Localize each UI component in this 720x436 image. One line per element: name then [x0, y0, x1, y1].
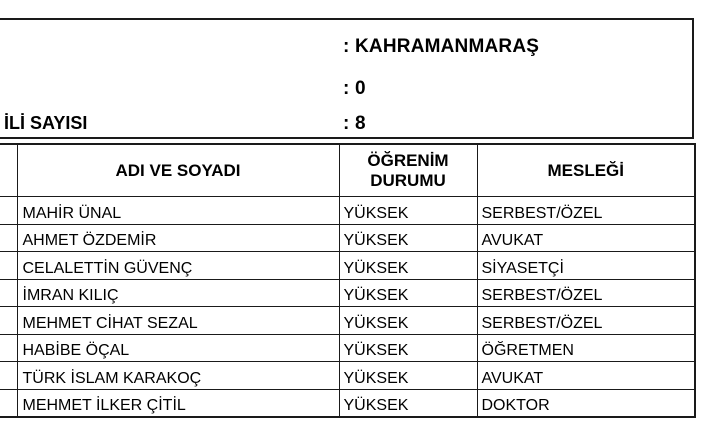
- row-name: AHMET ÖZDEMİR: [17, 224, 339, 252]
- header-number-cell: [0, 144, 17, 197]
- row-education: YÜKSEK: [339, 307, 477, 335]
- province-value: : KAHRAMANMARAŞ: [343, 36, 540, 57]
- table-row: [0, 224, 695, 252]
- table-row: [0, 252, 695, 280]
- header-box: [0, 18, 694, 139]
- candidate-table: [0, 143, 696, 418]
- row-number-cell: [0, 224, 17, 252]
- row-number-cell: [0, 252, 17, 280]
- row-education: YÜKSEK: [339, 362, 477, 390]
- row-number-cell: [0, 197, 17, 225]
- row-profession: SİYASETÇİ: [477, 252, 695, 280]
- row-number-cell: [0, 389, 17, 417]
- row-education: YÜKSEK: [339, 224, 477, 252]
- row-number-cell: [0, 334, 17, 362]
- table-body: [0, 197, 695, 418]
- members-count-label: İLİ SAYISI: [4, 113, 88, 133]
- members-count-value: : 8: [343, 113, 366, 134]
- header-name: ADI VE SOYADI: [17, 144, 339, 197]
- row-education: YÜKSEK: [339, 334, 477, 362]
- row-education: YÜKSEK: [339, 252, 477, 280]
- row-education: YÜKSEK: [339, 197, 477, 225]
- table-row: [0, 279, 695, 307]
- row-profession: AVUKAT: [477, 224, 695, 252]
- row-profession: SERBEST/ÖZEL: [477, 197, 695, 225]
- row-name: HABİBE ÖÇAL: [17, 334, 339, 362]
- first-value: : 0: [343, 78, 366, 99]
- header-education: [339, 144, 477, 197]
- row-profession: AVUKAT: [477, 362, 695, 390]
- table-row: [0, 389, 695, 417]
- header-profession: MESLEĞİ: [477, 144, 695, 197]
- row-education: YÜKSEK: [339, 279, 477, 307]
- row-name: MEHMET İLKER ÇİTİL: [17, 389, 339, 417]
- table-header-row: [0, 144, 695, 197]
- table-row: [0, 362, 695, 390]
- row-education: YÜKSEK: [339, 389, 477, 417]
- row-number-cell: [0, 362, 17, 390]
- row-name: TÜRK İSLAM KARAKOÇ: [17, 362, 339, 390]
- row-name: CELALETTİN GÜVENÇ: [17, 252, 339, 280]
- header-education-line2: DURUMU: [370, 170, 446, 190]
- row-name: İMRAN KILIÇ: [17, 279, 339, 307]
- row-name: MEHMET CİHAT SEZAL: [17, 307, 339, 335]
- row-profession: DOKTOR: [477, 389, 695, 417]
- row-profession: ÖĞRETMEN: [477, 334, 695, 362]
- table-row: [0, 197, 695, 225]
- row-profession: SERBEST/ÖZEL: [477, 279, 695, 307]
- table-row: [0, 307, 695, 335]
- header-education-line1: ÖĞRENİM: [367, 150, 449, 170]
- row-number-cell: [0, 307, 17, 335]
- row-number-cell: [0, 279, 17, 307]
- row-name: MAHİR ÜNAL: [17, 197, 339, 225]
- table-row: [0, 334, 695, 362]
- row-profession: SERBEST/ÖZEL: [477, 307, 695, 335]
